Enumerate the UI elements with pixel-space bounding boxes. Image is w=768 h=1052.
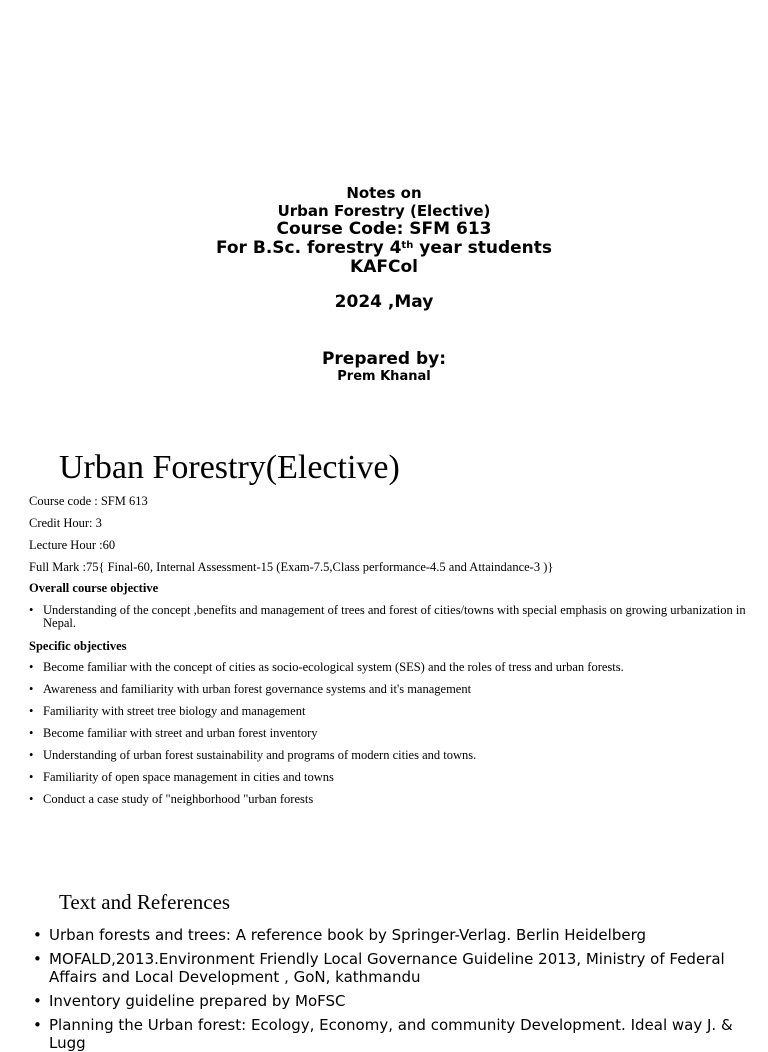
overall-objective-list [29, 604, 754, 630]
author-name: Prem Khanal [337, 369, 431, 384]
bullet-icon: • [29, 682, 34, 696]
list-item [29, 705, 754, 718]
bullet-icon: • [33, 1016, 42, 1034]
list-item [29, 683, 754, 696]
course-code-line: Course code : SFM 613 [29, 494, 148, 508]
lecture-hour-line: Lecture Hour :60 [29, 538, 116, 552]
cover-subject: Urban Forestry (Elective) [277, 202, 491, 220]
reference-text: Planning the Urban forest: Ecology, Economy, and community Development. Ideal way J. & Lugg [49, 1016, 733, 1052]
list-item [33, 992, 733, 1010]
list-item [33, 950, 733, 986]
specific-objective-text: Familiarity with street tree biology and management [43, 704, 306, 718]
list-item [29, 771, 754, 784]
specific-objective-text: Become familiar with street and urban forest inventory [43, 726, 318, 740]
list-item [29, 604, 754, 630]
bullet-icon: • [29, 660, 34, 674]
cover-date: 2024 ,May [334, 292, 434, 312]
bullet-icon: • [29, 726, 34, 740]
bullet-icon: • [29, 748, 34, 762]
bullet-icon: • [33, 992, 42, 1010]
list-item [29, 727, 754, 740]
references-list [33, 926, 733, 1052]
specific-objective-text: Become familiar with the concept of cities as socio-ecological system (SES) and the roles of tress and urban forests. [43, 660, 624, 674]
reference-text: Urban forests and trees: A reference book by Springer-Verlag. Berlin Heidelberg [49, 926, 647, 944]
specific-objective-text: Understanding of urban forest sustainability and programs of modern cities and towns. [43, 748, 477, 762]
full-mark-line: Full Mark :75{ Final-60, Internal Assessment-15 (Exam-7.5,Class performance-4.5 and Attaindance-3 )} [29, 560, 554, 574]
bullet-icon: • [29, 770, 34, 784]
list-item [29, 793, 754, 806]
cover-college: KAFCol [350, 257, 418, 277]
bullet-icon: • [33, 926, 42, 944]
cover-course-code: Course Code: SFM 613 [276, 219, 492, 239]
cover-audience [0, 239, 768, 258]
overall-objective-text: Understanding of the concept ,benefits and management of trees and forest of cities/towns with special emphasis on growing urbanization in Nepal. [43, 603, 746, 630]
cover-audience-suffix: year students [413, 238, 553, 258]
cover-audience-prefix: For B.Sc. forestry 4 [215, 238, 402, 258]
list-item [33, 926, 733, 944]
prepared-by-label: Prepared by: [321, 349, 447, 369]
references-title: Text and References [59, 890, 231, 914]
credit-hour-line: Credit Hour: 3 [29, 516, 102, 530]
cover-prepared-block [0, 350, 768, 384]
bullet-icon: • [29, 704, 34, 718]
list-item [29, 749, 754, 762]
bullet-icon: • [33, 950, 42, 968]
specific-objectives-heading: Specific objectives [29, 639, 127, 653]
cover-audience-sup: th [401, 240, 414, 251]
bullet-icon: • [29, 603, 34, 617]
specific-objective-text: Familiarity of open space management in cities and towns [43, 770, 334, 784]
specific-objective-text: Awareness and familiarity with urban forest governance systems and it's management [43, 682, 472, 696]
reference-text: Inventory guideline prepared by MoFSC [49, 992, 346, 1010]
list-item [29, 661, 754, 674]
specific-objective-text: Conduct a case study of "neighborhood "urban forests [43, 792, 314, 806]
list-item [33, 1016, 733, 1052]
syllabus-title: Urban Forestry(Elective) [59, 449, 400, 486]
reference-text: MOFALD,2013.Environment Friendly Local Governance Guideline 2013, Ministry of Federal Affairs and Local Development , GoN, kathmandu [49, 950, 725, 986]
cover-notes-on: Notes on [346, 184, 422, 202]
cover-date-block [0, 293, 768, 312]
bullet-icon: • [29, 792, 34, 806]
cover-title-block [0, 184, 768, 277]
overall-objective-heading: Overall course objective [29, 581, 159, 595]
specific-objectives-list [29, 661, 754, 806]
